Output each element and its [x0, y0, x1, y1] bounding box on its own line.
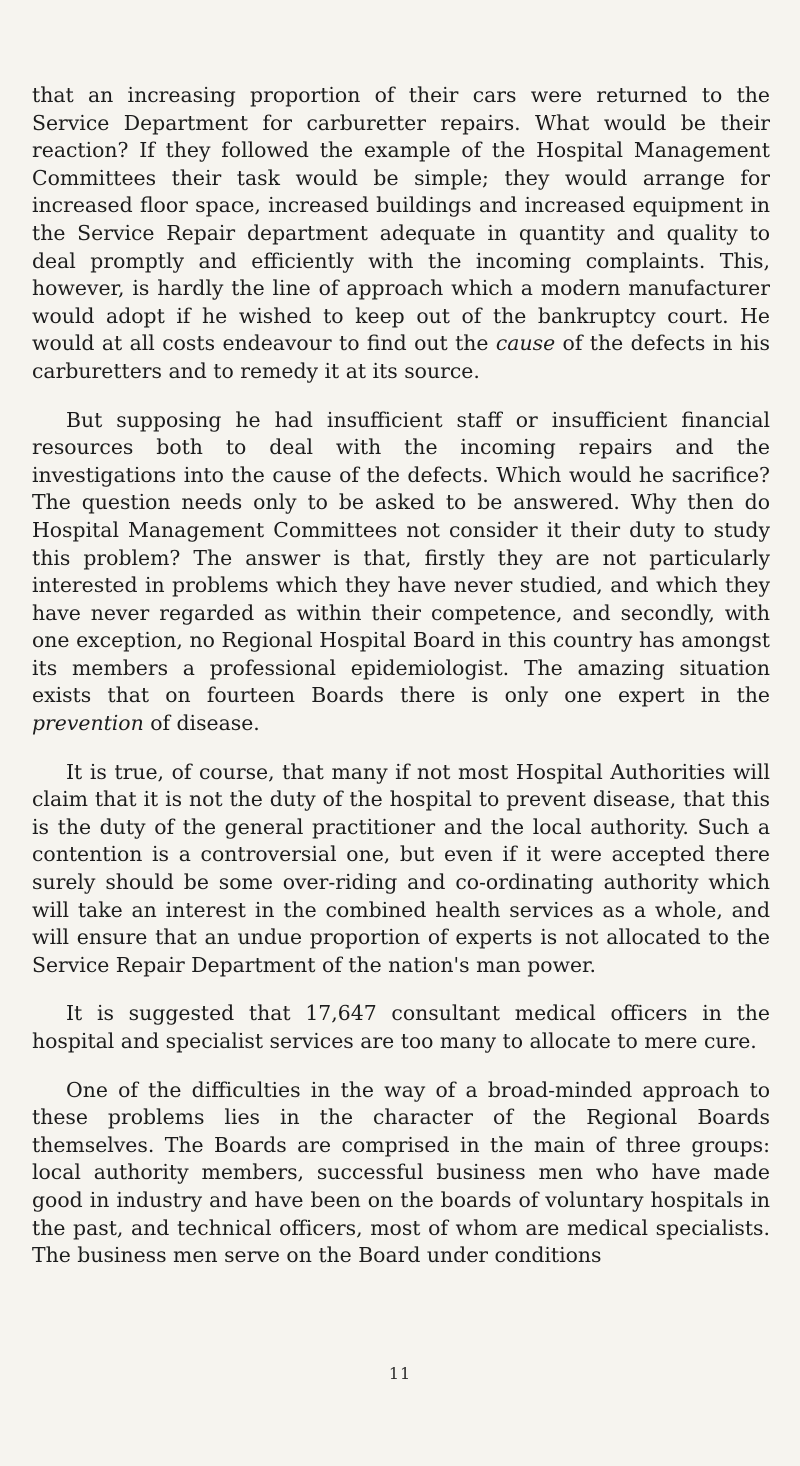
paragraph-text: It is suggested that 17,647 consultant medical officers in the hospital and specialist services are too many to allocate to mere cure. — [32, 1001, 770, 1053]
paragraph-5 — [32, 1077, 770, 1270]
paragraph-2 — [32, 407, 770, 738]
paragraph-text: One of the difficulties in the way of a broad-minded approach to these problems lies in the character of the Regional Boards themselves. The Boards are comprised in the main of three groups: local authority members, successful business men who have made good in industry and have been on the boards of voluntary hospitals in the past, and technical officers, most of whom are medical specialists. The business men serve on the Board under conditions — [32, 1077, 770, 1268]
italic-emphasis: prevention — [32, 711, 144, 736]
paragraph-text: But supposing he had insufficient staff or insufficient financial resources both to deal with the incoming repairs and the investigations into the cause of the defects. Which would he sacrifice? The question needs only to be asked to be answered. Why then do Hospital Management Committees not consider it their duty to study this problem? The answer is that, firstly they are not particularly interested in problems which they have never studied, and which they have never regarded as within their competence, and secondly, with one exception, no Regional Hospital Board in this country has amongst its members a professional epidemiologist. The amazing situation exists that on fourteen Boards there is only one expert in the — [32, 407, 770, 708]
paragraph-text: It is true, of course, that many if not most Hospital Authorities will claim that it is not the duty of the hospital to prevent disease, that this is the duty of the general practitioner and the local authority. Such a contention is a controversial one, but even if it were accepted there surely should be some over-riding and co-ordinating authority which will take an interest in the combined health services as a whole, and will ensure that an undue proportion of experts is not allocated to the Service Repair Department of the nation's man power. — [32, 759, 770, 977]
paragraph-text: that an increasing proportion of their cars were returned to the Service Department for carburetter repairs. What would be their reaction? If they followed the example of the Hospital Management Committees their task would be simple; they would arrange for increased floor space, increased buildings and increased equipment in the Service Repair department adequate in quantity and quality to deal promptly and efficiently with the incoming complaints. This, however, is hardly the line of approach which a modern manufacturer would adopt if he wished to keep out of the bankruptcy court. He would at all costs endeavour to find out the — [32, 83, 770, 356]
body-text — [32, 82, 770, 1291]
paragraph-3 — [32, 759, 770, 980]
page-number: 11 — [388, 1364, 412, 1383]
paragraph-4 — [32, 1000, 770, 1055]
paragraph-text: of disease. — [143, 711, 260, 736]
paragraph-text: of the defects in his carburetters and to remedy it at its source. — [32, 331, 770, 383]
italic-emphasis: cause — [495, 331, 556, 356]
paragraph-1 — [32, 82, 770, 386]
